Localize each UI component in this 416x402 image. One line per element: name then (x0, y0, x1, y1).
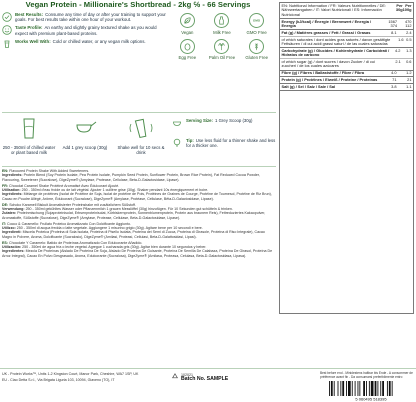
info-label: Best Results: (15, 12, 44, 17)
ingredients-text: Mélange de protéines (Isolat de Protéine de Soja, Isolat de protéine de Pois, Protéines de Graines de Courge, Protéine de Tournesol, Protéine de Riz Brun), Cacao en Poudre Allégé, Arôme, Édulcorant (Sucralose), DigeZyme® (Amylase, Protéase, Cellulase, Bêta-D-Galactosidase, Lipase). (2, 192, 272, 201)
nutrient-name: Protein (g) / Protéines / Eiweiß / Proteine / Proteínas (281, 77, 378, 83)
barcode-bar (338, 381, 339, 396)
serving-label: Serving Size: (186, 118, 213, 123)
badge-label: Vegan (181, 29, 194, 35)
step-3 (114, 115, 168, 155)
nutrient-name: of which saturates / dont acides gras saturés / davon gesättigte Fettsäuren / di cui acidi grassi saturi / de las cuales saturadas (281, 36, 391, 47)
wheat-icon (252, 42, 261, 51)
nutrient-name: Energy (kJ/kcal) / Énergie / Brennwert / Energia / Energía (281, 18, 372, 28)
lang-code: IT: (2, 221, 6, 226)
shake-icon (128, 115, 154, 141)
ingredients-text: Proteinmischung (Sojaproteinisolat, Erbsenproteinisolat, Kürbiskernprotein, Sonnenblumenprotein, Protein aus braunem Reis), Fettreduziertes Kakaopulver, Aromastoffe, Süßstoffe (Sucralose), DigeZyme® (Amylase, Protease, Cellulase, Beta-D-Galactosidase, Lipase). (2, 211, 266, 220)
ingredients-text: Protein Blend (Soy Protein Isolate, Pea Protein Isolate, Pumpkin Seed Protein, Sunflower Protein, Brown Rice Protein), Fat Reduced Cocoa Powder, Flavouring, Sweetener (Sucralose), DigeZyme® (Amylase, Protease, Cellulase, Beta-D-Galactosidase, Lipase). (2, 173, 260, 182)
nutrient-value: 1.1 (406, 84, 412, 90)
usage-label: Verwendung: (2, 207, 25, 211)
nutrition-row-energy (280, 19, 413, 30)
nutrient-value: 374 (390, 22, 398, 28)
ingredients-en (2, 169, 276, 182)
ingredients-section (2, 169, 276, 260)
nutrient-value: 0.6 (406, 59, 412, 65)
glass-icon (2, 39, 12, 49)
serving-tip (172, 138, 276, 148)
col-per-30g: Per 30g (395, 3, 403, 13)
nutrition-row-fat (280, 30, 413, 37)
egg-icon (183, 42, 192, 51)
nutrient-value: 2.1 (395, 59, 401, 65)
gmo-free-icon (252, 16, 261, 25)
barcode-bar (334, 381, 335, 396)
usage-label: Utilisation: (2, 188, 21, 192)
badge-gmo-free (239, 13, 274, 35)
nutrient-value: 1567 (388, 18, 398, 24)
lightbulb-icon (172, 138, 182, 148)
barcode-bar (371, 381, 374, 396)
tip-text: Use less fluid for a thinner shake and less for a thicker one. (186, 138, 276, 149)
barcode-bar (348, 381, 351, 396)
badge-label: Gluten Free (245, 55, 269, 60)
barcode-bar (358, 381, 359, 396)
nutrition-row-sugar (280, 59, 413, 70)
step-text: Shake well for 10 secs & drink (117, 145, 165, 155)
company-address (2, 372, 172, 383)
barcode-bar (377, 381, 378, 396)
product-description: Flavoured Protein Shake With Added Sweeteners. (9, 169, 90, 173)
barcode-bar (366, 381, 367, 396)
nutrient-value: 470 (404, 18, 412, 24)
palm-tree-icon (217, 42, 226, 51)
product-description: Chocolate Y Caramelo: Batido de Proteínas Aromatizado Con Edulcorante Añadido. (9, 240, 143, 245)
tip-label: Tip: (186, 138, 194, 143)
nutrient-name: Carbohydrate (g) / Glucides / Kohlenhydrate / Carboidrati / Hidratos de carbono (281, 47, 390, 58)
ingredients-label: Zutaten: (2, 211, 17, 216)
product-description: Cocco & Caramello: Frullato Proteico Aromatizzato Con Dolcificante Aggiunto. (7, 221, 132, 226)
usage-label: Utilización: (2, 245, 22, 249)
barcode-bar (369, 381, 370, 396)
step-2 (58, 115, 112, 150)
ingredients-text: Miscela Proteica (Proteina di Soia Isolata, Proteina di Pisello Isolata, Proteina dei Semi di Zucca, Proteina di Girasole, Proteina di Riso Integrale), Cacao Magro in Polvere, Aroma, Dolcificante (Sucralosio), DigeZyme® (Amilasi, Proteasi, Cellulasi, Beta-D-Galattosidasi, Lipasi). (2, 230, 265, 239)
barcode-bar (342, 381, 344, 396)
barcode-bar (363, 381, 365, 396)
batch-code: 102021 (181, 373, 193, 377)
barcode-bar (331, 381, 333, 396)
barcode-bar (340, 381, 341, 396)
batch-label: Batch No. SAMPLE (181, 376, 229, 383)
info-label: Works Well With: (15, 38, 51, 44)
nutrient-value: 2.4 (406, 29, 412, 35)
step-text: 250 - 350ml of chilled water or plant based milk (2, 145, 56, 155)
ingredients-it (2, 222, 276, 240)
barcode-bar (329, 381, 330, 396)
nutrient-name: of which sugar (g) / dont sucres / davon Zucker / di cui zuccheri / de los cuales azúcares (281, 59, 375, 69)
ingredients-label: Ingrédients: (2, 192, 23, 197)
nutrient-value: 4.0 (391, 70, 397, 76)
check-circle-icon (2, 12, 12, 22)
address-eu: EU - Ciao Detta S.r.l., Via Brigata Liguria 103, 10094, Giaveno (TO), IT (2, 378, 115, 383)
nutrient-value: 71 (392, 77, 397, 83)
usage-text: 250 - 350ml d'eau froide ou de lait végétal. Ajouter 1 cuillère grise (30g). Shaker pendant 10s énergiquement et boire. (21, 188, 209, 192)
nutrient-name: Salt (g) / Sel / Salz / Sale / Sal (281, 84, 336, 90)
badge-label: GMO Free (246, 29, 267, 35)
serving-value: 1 Grey Scoop (30g) (214, 118, 253, 123)
nutrient-value: 1.3 (406, 47, 412, 53)
step-text: Add 1 grey scoop (30g) (62, 145, 108, 150)
barcode-bar (355, 381, 356, 396)
nutrition-row-carbohydrate (280, 48, 413, 59)
ingredients-label: Ingredientes: (2, 249, 25, 254)
product-header (0, 0, 276, 10)
preparation-steps (0, 115, 170, 165)
barcode-bar (387, 381, 388, 396)
nutrient-value: 4.2 (395, 47, 401, 53)
nutrient-value: 21 (407, 77, 412, 83)
info-section (2, 12, 167, 52)
batch-info (181, 373, 261, 382)
nutrient-value: 1.6 (398, 36, 404, 42)
info-taste-profile (2, 25, 167, 35)
info-text: Cold or chilled water, or any vegan milk options. (52, 38, 146, 44)
milk-bottle-icon (217, 16, 226, 25)
scoop-icon (72, 115, 98, 141)
col-per-100g: Per 100g (402, 3, 412, 13)
badge-egg-free (170, 39, 205, 61)
serving-info (172, 118, 276, 158)
step-1 (2, 115, 56, 155)
scoop-icon (172, 118, 182, 128)
barcode-bar (352, 381, 353, 396)
divider (2, 166, 276, 167)
address-uk: UK - Protein Works™, Units 1-2 Kingston Court, Manor Park, Cheshire, WA7 1SP, UK (2, 372, 139, 376)
nutrient-value: 3.8 (391, 84, 397, 90)
lang-code: DE: (2, 202, 9, 207)
nutrition-table-blank (280, 91, 413, 313)
info-text: An earthy and slightly grainy textured shake as you would expect with premium plant-based proteins. (15, 25, 157, 36)
barcode-bar (392, 381, 393, 396)
serving-size (172, 118, 276, 128)
ingredients-label: Ingredients: (2, 173, 23, 178)
usage-text: 250 - 350ml de agua fría o leche vegetal. Agregue 1 cucharada gris (30g). Agitar bien durante 10 segundos y beber. (22, 245, 207, 249)
lang-code: EN: (2, 169, 9, 173)
recycle-icon (171, 373, 179, 381)
product-description: Schoko Karamell Biskuit Aromatisierter Proteinshake mit zusätzlichem Süßstoff. (9, 202, 136, 207)
best-before: Best before end - Minidestens haltbar bis Ende - A consommer de préférence avant fin - Da consumarsi preferibilmente entro (320, 371, 413, 379)
taste-icon (2, 25, 12, 35)
shaker-water-icon (16, 115, 42, 141)
footer (0, 368, 416, 402)
barcode-bar (359, 381, 360, 396)
info-label: Taste Profile: (15, 25, 43, 31)
ingredients-de (2, 203, 276, 221)
divider (2, 112, 276, 113)
badge-label: Milk Free (213, 29, 231, 35)
nutrient-value: 0.5 (406, 36, 412, 42)
nutrient-name: Fat (g) / Matières grasses / Fett / Grassi / Grasas (281, 29, 371, 35)
diet-badges (170, 13, 274, 60)
ingredients-es (2, 241, 276, 259)
badge-milk-free (205, 13, 240, 35)
nutrient-name: Fibre (g) / Fibres / Ballaststoffe / Fibre / Fibra (281, 70, 365, 76)
nutrition-table (279, 2, 414, 314)
barcode-bar (346, 381, 347, 396)
badge-label: Egg Free (178, 55, 197, 60)
lang-code: ES: (2, 240, 8, 245)
usage-label: Utilizzo: (2, 226, 16, 230)
product-description: Chocolat Caramel Shake Protéiné Aromatisé Avec Édulcorant Ajouté. (9, 183, 120, 188)
nutrition-row-saturates (280, 37, 413, 48)
product-title: Vegan Protein - Millionaire's Shortbread - 2kg ℅ - 66 Servings (25, 0, 251, 9)
info-works-well (2, 39, 167, 49)
svg-text:GMO: GMO (253, 18, 261, 23)
ingredients-label: Ingredienti: (2, 230, 22, 235)
ingredients-fr (2, 184, 276, 202)
ingredients-text: Mezcla De Proteínas (Aislado De Proteína De Soja, Aislado De Proteína De Guisante, Proteína De Semilla De Calabaza, Proteína De Girasol, Proteína De Arroz Integral), Cacao En Polvo Desgrasado, Aroma, Edulcorante (Sucralosa), DigeZyme® (Amilasa, Proteasa, Celulasa, Beta-D-Galactosidasa, Lipasa). (2, 249, 273, 258)
info-text: Consume any time of day or after your training to support your goals. For best results take within one hour of your workout. (15, 12, 166, 23)
usage-text: 250 - 350ml gekühltes Wasser oder Pflanzenmilch 1 grauen Messlöffel (30g) hinzufügen. Für 10 Sekunden gut schütteln & trinken. (25, 207, 233, 211)
nutrition-header (280, 3, 413, 19)
badge-vegan (170, 13, 205, 35)
usage-text: 250 - 350ml di acqua fredda o latte vegetale. Aggiungere 1 misurino grigio (30g). Agitare bene per 10 secondi e bere. (16, 226, 203, 230)
barcode-bar (380, 381, 381, 396)
badge-gluten-free (239, 39, 274, 61)
info-best-results (2, 12, 167, 22)
barcode-bar (375, 381, 377, 396)
lang-code: FR: (2, 183, 8, 188)
badge-palm-oil-free (205, 39, 240, 61)
barcode (327, 380, 415, 401)
nutrient-value: 112 (405, 22, 412, 28)
barcode-number: 5 060495 518395 (355, 396, 387, 401)
badge-label: Palm Oil Free (208, 55, 236, 60)
nutrition-row-salt (280, 84, 413, 91)
leaf-icon (183, 16, 192, 25)
nutrient-value: 8.1 (391, 29, 397, 35)
barcode-bar (389, 381, 391, 396)
nutrition-header-label: EN: Nutritional Information / FR: Valeurs Nutritionnelles / DE: Nährwertangaben / IT: Valori Nutrizionali / ES: Información Nutricional (281, 3, 387, 17)
barcode-bar (382, 381, 384, 396)
nutrient-value: 1.2 (406, 70, 412, 76)
